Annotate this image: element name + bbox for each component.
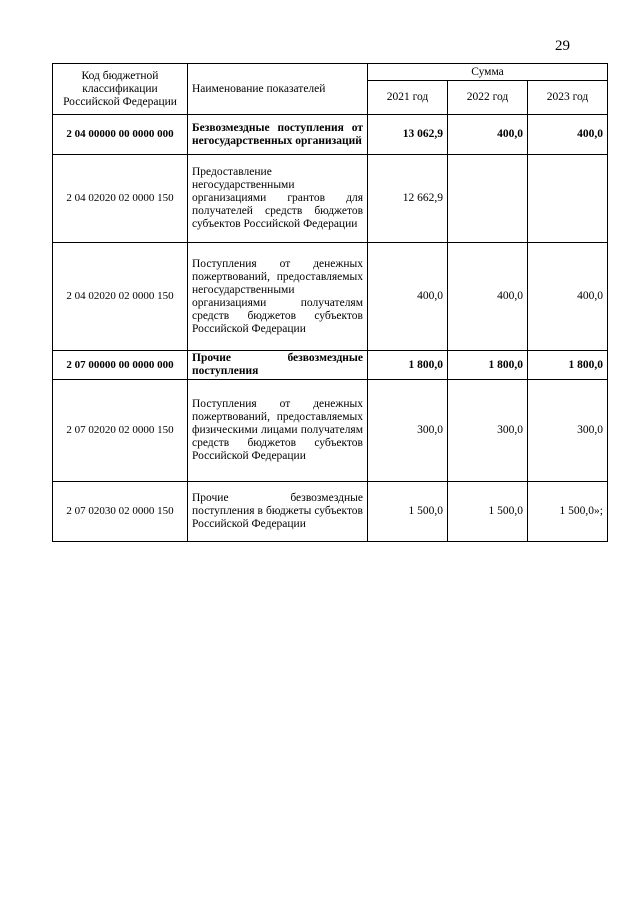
row-name: Прочие безвозмездные поступления в бюджеты субъектов Российской Федерации	[188, 482, 368, 542]
row-name: Поступления от денежных пожертвований, предоставляемых физическими лицами получателям средств бюджетов субъектов Российской Федерации	[188, 380, 368, 482]
row-value-2022: 300,0	[448, 380, 528, 482]
row-code: 2 07 00000 00 0000 000	[53, 351, 188, 380]
row-value-2022: 400,0	[448, 115, 528, 155]
row-value-2022	[448, 155, 528, 243]
header-year-2023: 2023 год	[528, 81, 608, 115]
row-value-2023: 300,0	[528, 380, 608, 482]
row-value-2021: 400,0	[368, 243, 448, 351]
row-value-2021: 1 800,0	[368, 351, 448, 380]
table-row	[53, 243, 608, 351]
row-value-2021: 13 062,9	[368, 115, 448, 155]
row-value-2021: 1 500,0	[368, 482, 448, 542]
table-row	[53, 380, 608, 482]
header-name: Наименование показателей	[188, 64, 368, 115]
row-value-2021: 300,0	[368, 380, 448, 482]
row-code: 2 07 02030 02 0000 150	[53, 482, 188, 542]
header-code: Код бюджетной классификации Российской Федерации	[53, 64, 188, 115]
table-row	[53, 155, 608, 243]
header-sum: Сумма	[368, 64, 608, 81]
row-value-2022: 1 800,0	[448, 351, 528, 380]
row-value-2021: 12 662,9	[368, 155, 448, 243]
row-value-2023: 400,0	[528, 243, 608, 351]
row-name: Безвозмездные поступления от негосударственных организаций	[188, 115, 368, 155]
table-row	[53, 351, 608, 380]
header-year-2022: 2022 год	[448, 81, 528, 115]
page-number: 29	[555, 38, 570, 54]
row-name: Прочие безвозмездные поступления	[188, 351, 368, 380]
row-value-2023	[528, 155, 608, 243]
budget-table	[52, 63, 608, 542]
row-name: Поступления от денежных пожертвований, предоставляемых негосударственными организациями получателям средств бюджетов субъектов Российской Федерации	[188, 243, 368, 351]
row-code: 2 04 02020 02 0000 150	[53, 155, 188, 243]
row-code: 2 04 02020 02 0000 150	[53, 243, 188, 351]
row-value-2023: 400,0	[528, 115, 608, 155]
table-row	[53, 115, 608, 155]
row-value-2023: 1 500,0»;	[528, 482, 608, 542]
row-value-2023: 1 800,0	[528, 351, 608, 380]
row-value-2022: 400,0	[448, 243, 528, 351]
row-code: 2 07 02020 02 0000 150	[53, 380, 188, 482]
row-value-2022: 1 500,0	[448, 482, 528, 542]
header-year-2021: 2021 год	[368, 81, 448, 115]
row-code: 2 04 00000 00 0000 000	[53, 115, 188, 155]
row-name: Предоставление негосударственными организациями грантов для получателей средств бюджетов субъектов Российской Федерации	[188, 155, 368, 243]
table-row	[53, 482, 608, 542]
